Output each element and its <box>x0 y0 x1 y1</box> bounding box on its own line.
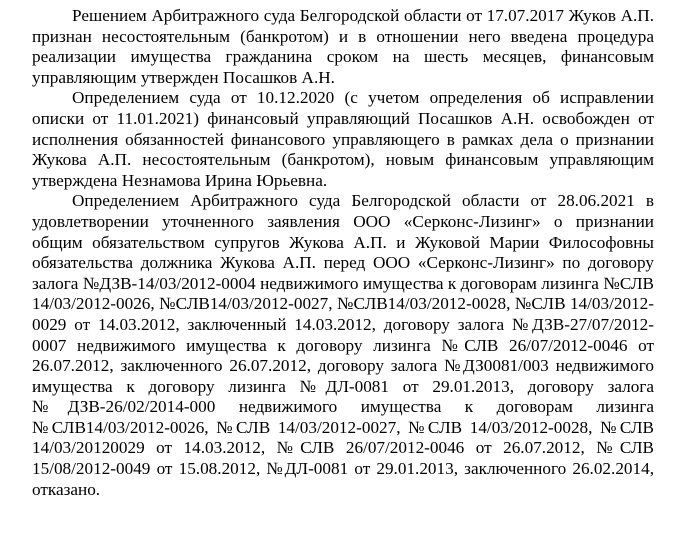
document-body <box>32 6 654 500</box>
paragraph-claim-refusal: Определением Арбитражного суда Белгородской области от 28.06.2021 в удовлетворении уточненного заявления ООО «Серконс-Лизинг» о признании общим обязательством супругов Жукова А.П. и Жуковой Марии Философовны обязательства должника Жукова А.П. перед ООО «Серконс-Лизинг» по договору залога №ДЗВ-14/03/2012-0004 недвижимого имущества к договорам лизинга №СЛВ 14/03/2012-0026, №СЛВ14/03/2012-0027, №СЛВ14/03/2012-0028, №СЛВ 14/03/2012-0029 от 14.03.2012, заключенный 14.03.2012, договору залога №ДЗВ-27/07/2012-0007 недвижимого имущества к договору лизинга №СЛВ 26/07/2012-0046 от 26.07.2012, заключенного 26.07.2012, договору залога №ДЗ0081/003 недвижимого имущества к договору лизинга №ДЛ-0081 от 29.01.2013, договору залога №ДЗВ-26/02/2014-000 недвижимого имущества к договорам лизинга №СЛВ14/03/2012-0026, №СЛВ 14/03/2012-0027, №СЛВ 14/03/2012-0028, №СЛВ 14/03/20120029 от 14.03.2012, №СЛВ 26/07/2012-0046 от 26.07.2012, №СЛВ 15/08/2012-0049 от 15.08.2012, №ДЛ-0081 от 29.01.2013, заключенного 26.02.2014, отказано. <box>32 191 654 499</box>
paragraph-manager-replacement: Определением суда от 10.12.2020 (с учетом определения об исправлении описки от 11.01.2021) финансовый управляющий Посашков А.Н. освобожден от исполнения обязанностей финансового управляющего в рамках дела о признании Жукова А.П. несостоятельным (банкротом), новым финансовым управляющим утверждена Незнамова Ирина Юрьевна. <box>32 88 654 190</box>
paragraph-bankruptcy-ruling: Решением Арбитражного суда Белгородской области от 17.07.2017 Жуков А.П. признан несостоятельным (банкротом) и в отношении него введена процедура реализации имущества гражданина сроком на шесть месяцев, финансовым управляющим утвержден Посашков А.Н. <box>32 6 654 87</box>
